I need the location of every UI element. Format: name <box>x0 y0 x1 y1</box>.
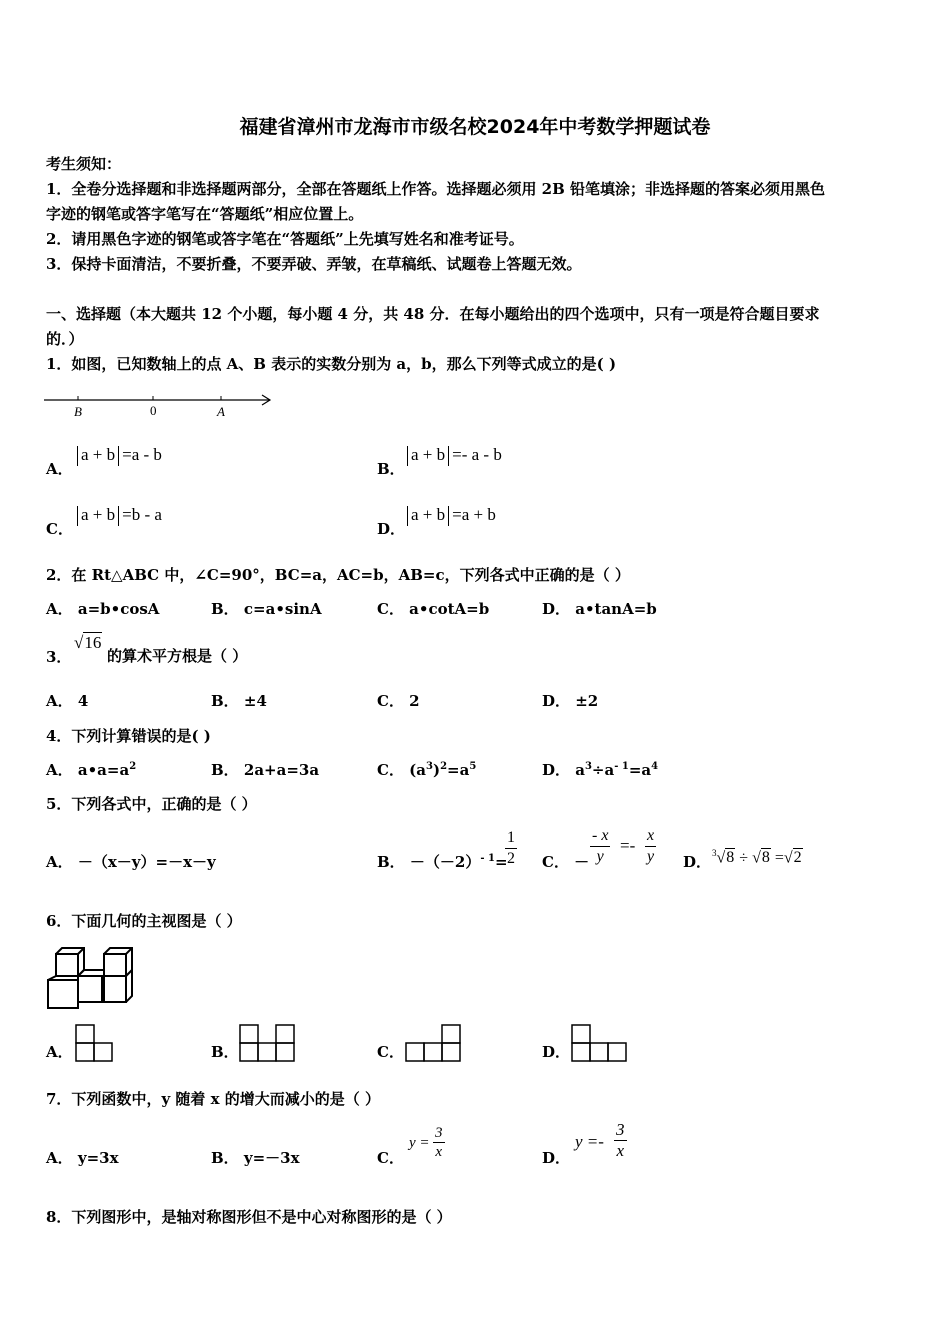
q2-option-b: B． c=a•sinA <box>211 600 322 618</box>
q3-option-c: C． 2 <box>377 692 420 710</box>
q3-number: 3． <box>46 648 72 666</box>
q4-option-d: D． $a^3\div a^{- 1}=a^4$ <box>542 761 659 779</box>
q3-stem: 的算术平方根是（ ） <box>107 647 248 665</box>
q3-option-d: D． ±2 <box>542 692 599 710</box>
notice-line-3: 3．保持卡面清洁，不要折叠，不要弄破、弄皱，在草稿纸、试题卷上答题无效。 <box>46 255 582 273</box>
q5-option-c-label: C． － <box>542 853 590 871</box>
q3-sqrt-16: √16 <box>74 633 102 652</box>
q7-option-a: A． y=3x <box>46 1149 119 1167</box>
q4-option-b: B． 2a+a=3a <box>211 761 320 779</box>
q1-option-b-label: B． <box>377 460 405 478</box>
q5-option-c-fraction-1: $\frac{- x}{y}$ <box>592 827 609 865</box>
q5-option-d-label: D． <box>683 853 712 871</box>
notice-line-1b: 字迹的钢笔或答字笔写在“答题纸”相应位置上。 <box>46 205 364 223</box>
q2-option-a: A． a=b•cosA <box>46 600 160 618</box>
q1-option-a-expr: a + b =a - b <box>74 445 162 466</box>
q6-option-b-label: B． <box>211 1043 239 1061</box>
q7-option-d-fraction: $\frac{3}{x}$ <box>616 1120 625 1160</box>
q2-stem: 2．在 Rt△ABC 中，∠C=90°，BC=a，AC=b，AB=c，下列各式中正确的是（ ） <box>46 566 630 584</box>
notice-line-2: 2．请用黑色字迹的钢笔或答字笔在“答题纸”上先填写姓名和准考证号。 <box>46 230 524 248</box>
q7-option-c-lhs: y = <box>409 1135 430 1151</box>
q7-option-b: B． y=－3x <box>211 1149 300 1167</box>
q6-stem: 6．下面几何的主视图是（ ） <box>46 912 242 930</box>
q5-option-c-equals: =- <box>620 836 636 855</box>
q1-stem: 1．如图，已知数轴上的点 A、B 表示的实数分别为 a，b，那么下列等式成立的是( ) <box>46 355 617 373</box>
q5-stem: 5．下列各式中，正确的是（ ） <box>46 795 257 813</box>
q1-option-a-label: A． <box>46 460 73 478</box>
axis-label-zero: 0 <box>150 403 157 418</box>
q6-option-a-label: A． <box>46 1043 73 1061</box>
q6-option-b-figure <box>239 1024 297 1064</box>
q6-option-d-label: D． <box>542 1043 571 1061</box>
q7-option-c-label: C． <box>377 1149 404 1167</box>
q5-option-b-fraction: $\frac{1}{2}$ <box>507 829 515 867</box>
q2-option-d: D． a•tanA=b <box>542 600 657 618</box>
q1-option-c-expr: a + b =b - a <box>74 505 162 526</box>
q4-stem: 4．下列计算错误的是( ) <box>46 727 211 745</box>
axis-label-a: A <box>217 404 225 419</box>
q5-option-c-fraction-2: $\frac{x}{y}$ <box>647 827 655 865</box>
q6-option-c-label: C． <box>377 1043 404 1061</box>
q7-option-d-label: D． <box>542 1149 571 1167</box>
notice-heading: 考生须知： <box>46 155 122 173</box>
page-title: 福建省漳州市龙海市市级名校2024年中考数学押题试卷 <box>239 116 711 138</box>
q1-option-b-expr: a + b =- a - b <box>404 445 502 466</box>
q6-option-c-figure <box>405 1024 463 1064</box>
q8-stem: 8．下列图形中，是轴对称图形但不是中心对称图形的是（ ） <box>46 1208 452 1226</box>
notice-line-1a: 1．全卷分选择题和非选择题两部分，全部在答题纸上作答。选择题必须用 2B 铅笔填涂；非选择题的答案必须用黑色 <box>46 180 826 198</box>
q1-option-d-label: D． <box>377 520 406 538</box>
q3-option-b: B． ±4 <box>211 692 267 710</box>
q5-option-d-expr: $^3$√8 ÷ √8 =√2 <box>712 848 802 867</box>
q6-option-a-figure <box>75 1024 115 1064</box>
q7-stem: 7．下列函数中，y 随着 x 的增大而减小的是（ ） <box>46 1090 380 1108</box>
q4-option-c: C． $(a^3)^2=a^5$ <box>377 761 477 779</box>
q7-option-d-lhs: y =- <box>575 1132 604 1151</box>
q2-option-c: C． a•cotA=b <box>377 600 490 618</box>
q6-solid-figure <box>44 944 144 1014</box>
q1-option-c-label: C． <box>46 520 73 538</box>
q7-option-c-fraction: $\frac{3}{x}$ <box>435 1125 443 1160</box>
q4-option-a: A． $a•a=a^2$ <box>46 761 137 779</box>
q5-option-a: A． －（x－y）=－x－y <box>46 853 216 871</box>
q3-option-a: A． 4 <box>46 692 89 710</box>
q6-option-d-figure <box>571 1024 629 1064</box>
axis-label-b: B <box>74 404 82 419</box>
number-line-figure <box>44 388 276 422</box>
q1-option-d-expr: a + b =a + b <box>404 505 496 526</box>
section-heading-line-2: 的．） <box>46 330 84 348</box>
section-heading-line-1: 一、选择题（本大题共 12 个小题，每小题 4 分，共 48 分．在每小题给出的四个选项中，只有一项是符合题目要求 <box>46 305 820 323</box>
q5-option-b: B． $-(-2)^{- 1}=$ <box>377 853 508 871</box>
